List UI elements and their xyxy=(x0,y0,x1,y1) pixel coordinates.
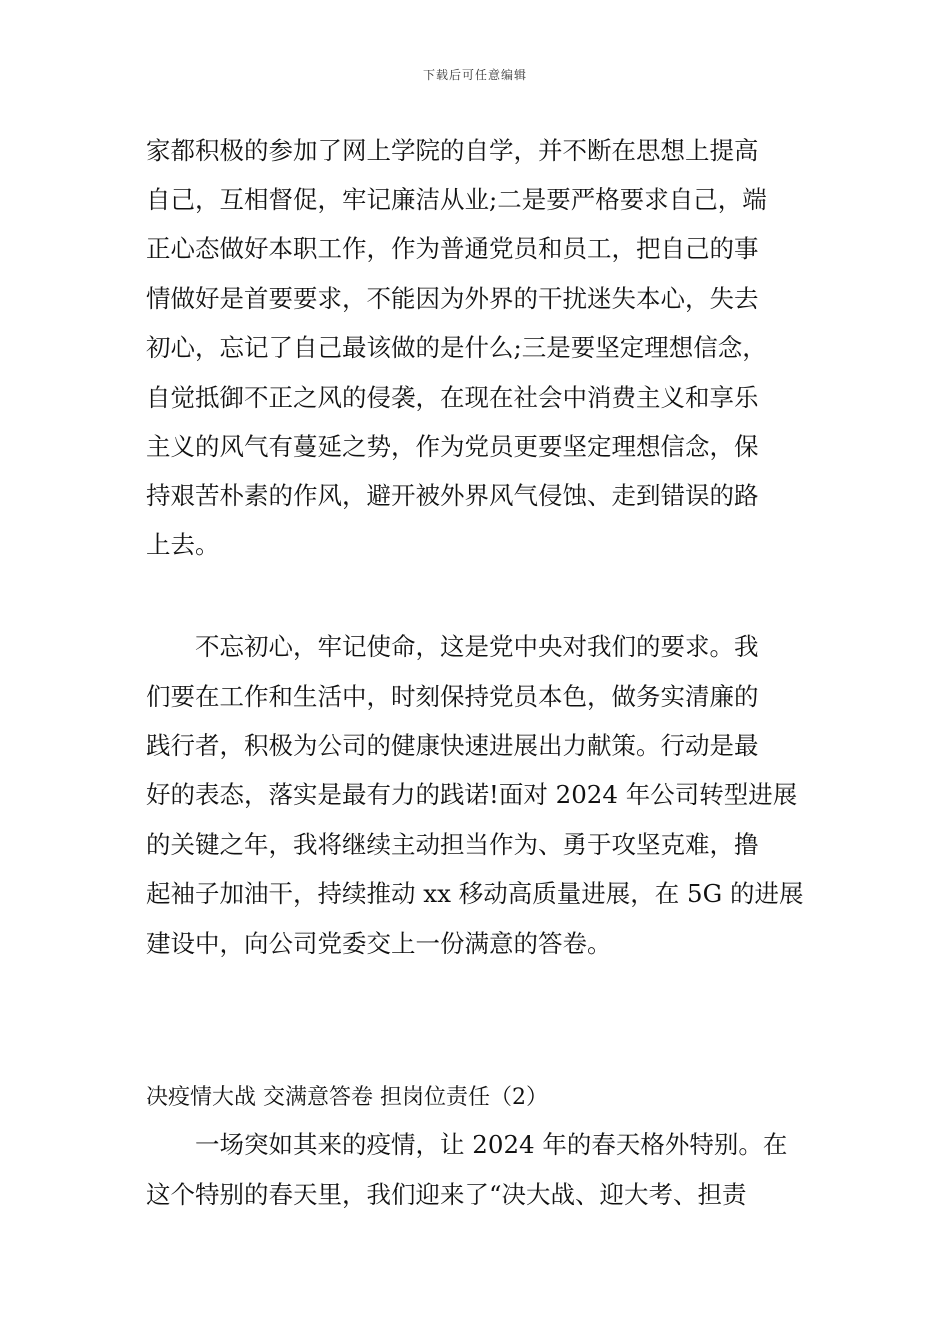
section-title: 决疫情大战 交满意答卷 担岗位责任（2） xyxy=(146,1085,548,1110)
text-line: 正心态做好本职工作，作为普通党员和员工，把自己的事 xyxy=(146,234,759,263)
text-line: 情做好是首要要求，不能因为外界的干扰迷失本心，失去 xyxy=(146,284,759,313)
text-line: 好的表态，落实是最有力的践诺!面对 2024 年公司转型进展 xyxy=(146,780,798,809)
text-line: 自己，互相督促，牢记廉洁从业;二是要严格要求自己，端 xyxy=(146,185,767,214)
text-line: 们要在工作和生活中，时刻保持党员本色，做务实清廉的 xyxy=(146,682,759,711)
text-line: 初心，忘记了自己最该做的是什么;三是要坚定理想信念， xyxy=(146,333,767,362)
text-line: 的关键之年，我将继续主动担当作为、勇于攻坚克难，撸 xyxy=(146,830,759,859)
text-line: 上去。 xyxy=(146,530,220,559)
text-line: 主义的风气有蔓延之势，作为党员更要坚定理想信念，保 xyxy=(146,432,759,461)
text-line: 一场突如其来的疫情，让 2024 年的春天格外特别。在 xyxy=(146,1130,788,1159)
text-line: 建设中，向公司党委交上一份满意的答卷。 xyxy=(146,929,612,958)
text-line: 家都积极的参加了网上学院的自学，并不断在思想上提高 xyxy=(146,136,759,165)
text-line: 自觉抵御不正之风的侵袭，在现在社会中消费主义和享乐 xyxy=(146,383,759,412)
text-line: 这个特别的春天里，我们迎来了“决大战、迎大考、担责 xyxy=(146,1180,747,1209)
text-line: 践行者，积极为公司的健康快速进展出力献策。行动是最 xyxy=(146,731,759,760)
text-line: 不忘初心，牢记使命，这是党中央对我们的要求。我 xyxy=(146,632,759,661)
text-line: 起袖子加油干，持续推动 xx 移动高质量进展，在 5G 的进展 xyxy=(146,879,804,908)
page-header: 下载后可任意编辑 xyxy=(422,68,527,82)
text-line: 持艰苦朴素的作风，避开被外界风气侵蚀、走到错误的路 xyxy=(146,481,759,510)
